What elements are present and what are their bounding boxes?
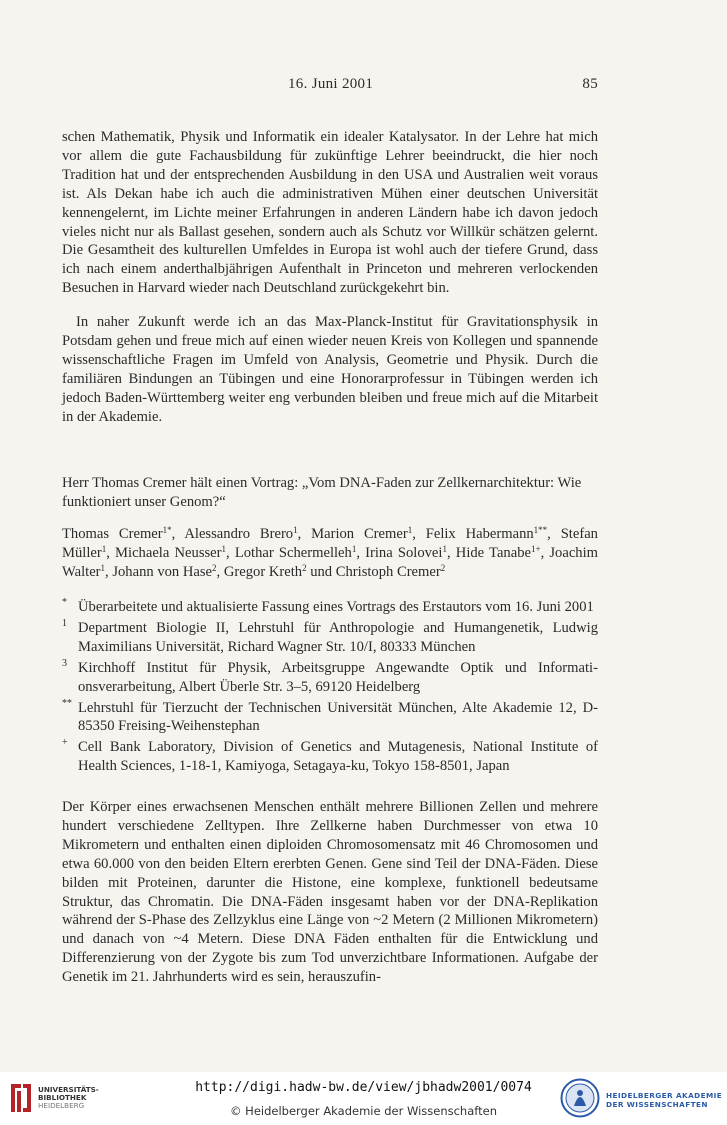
affiliation-note: [62, 598, 598, 617]
author-name: Stefan Müller: [62, 526, 598, 561]
affiliation-note: [62, 659, 598, 697]
academy-logo-line: HEIDELBERGER AKADEMIE: [606, 1091, 723, 1100]
paragraph-3: [62, 798, 598, 987]
paragraph-2: [62, 313, 598, 426]
author-name: Marion Cremer: [311, 526, 408, 542]
author-list-text: Thomas Cremer$^{1*}$, Alessandro Brero$^1$, Marion Cremer$^1$, Felix Habermann$^{1**}$, Stefan Müller$^1$, Michaela Neusser$^1$, Lothar Schermelleh$^1$, Irina Solovei$^1$, Hide Tanabe$^{1+}$, Joachim Walter$^1$, Johann von Hase$^2$, Gregor Kreth$^2$ und Christoph Cremer$^2$: [62, 525, 599, 580]
talk-intro-text: Herr Thomas Cremer hält einen Vortrag: „Vom DNA-Faden zur Zellkernarchitektur: Wie funktioniert unser Genom?“: [62, 475, 582, 510]
author-affiliation-mark: 1: [407, 525, 413, 535]
author-name: Johann von Hase: [112, 563, 213, 580]
author-name: Thomas Cremer: [62, 526, 163, 542]
academy-logo-text: [606, 1091, 722, 1109]
library-logo-line: HEIDELBERG: [38, 1101, 85, 1110]
note-mark: 3: [62, 657, 67, 669]
copyright-notice: © Heidelberger Akademie der Wissenschaften: [230, 1104, 497, 1118]
note-text: Lehrstuhl für Tierzucht der Technischen Universität München, Alte Akademie 12, D-85350 Freising-Weihenstephan: [78, 699, 598, 735]
header-date: 16. Juni 2001: [288, 76, 374, 92]
author-name: Irina Solovei: [365, 544, 443, 561]
academy-logo[interactable]: [560, 1078, 722, 1120]
library-logo-line: UNIVERSITÄTS-: [38, 1085, 99, 1094]
note-mark: **: [62, 697, 72, 709]
note-text: Kirchhoff Institut für Physik, Arbeitsgruppe Angewandte Optik und Informationsverarbeitung, Albert Überle Str. 3–5, 69120 Heidelberg: [78, 659, 598, 695]
author-affiliation-mark: 1**: [533, 525, 548, 535]
author-affiliation-mark: 1: [442, 543, 447, 554]
note-mark: 1: [62, 617, 67, 629]
author-name: Joachim Walter: [62, 544, 599, 580]
author-name: Hide Tanabe: [455, 544, 531, 561]
permalink-url[interactable]: http://digi.hadw-bw.de/view/jbhadw2001/0074: [195, 1080, 532, 1095]
note-mark: +: [62, 737, 68, 749]
author-name: Gregor Kreth: [223, 563, 303, 580]
paragraph-1: [62, 128, 598, 298]
note-text: Department Biologie II, Lehrstuhl für Anthropologie and Humangenetik, Ludwig Maximilians Universität, Richard Wagner Str. 10/I, 80333 München: [78, 619, 598, 655]
author-affiliation-mark: 1: [293, 525, 298, 535]
author-name: Lothar Schermelleh: [234, 544, 352, 561]
running-header: [62, 76, 598, 98]
author-name: Christoph Cremer: [335, 563, 441, 580]
author-affiliation-mark: 2: [212, 562, 217, 573]
author-affiliation-mark: 2: [440, 562, 446, 573]
paragraph-2-text: In naher Zukunft werde ich an das Max-Planck-Institut für Gravitationsphysik in Potsdam gehen und freue mich auf einen wieder neuen Kreis von Kollegen und spannende wissenschaftliche Fragen im Umfeld von Analysis, Geometrie und Physik. Durch die familiären Bindungen an Tübingen und eine Honorarprofessur in Tübingen werden ich jedoch Baden-Württemberg weiter eng verbunden bleiben und freue mich auf die Mitarbeit in der Akademie.: [62, 314, 598, 425]
affiliation-note: [62, 619, 598, 657]
author-affiliation-mark: 1: [221, 543, 227, 554]
author-affiliation-mark: 1: [100, 562, 106, 573]
viewer-footer: [0, 1072, 727, 1125]
library-logo-line: BIBLIOTHEK: [38, 1093, 87, 1102]
author-affiliation-mark: 1: [101, 543, 107, 554]
affiliation-notes: [62, 598, 598, 778]
author-affiliation-mark: 2: [302, 562, 307, 573]
affiliation-note: [62, 699, 598, 737]
author-affiliation-mark: 1*: [162, 525, 172, 535]
author-affiliation-mark: 1+: [530, 543, 541, 554]
page-number: 85: [582, 76, 598, 92]
author-name: Felix Habermann: [425, 526, 534, 542]
note-mark: *: [62, 597, 67, 608]
talk-announcement: [62, 474, 598, 512]
paragraph-3-text: Der Körper eines erwachsenen Menschen enthält mehrere Billionen Zellen und mehrere hundert verschiedene Zelltypen. Ihre Zellkerne haben Durchmesser von etwa 10 Mikrometern und enthalten einen diploiden Chromosomensatz mit 46 Chromosomen und etwa 60.000 von den beiden Eltern ererbten Genen. Gene sind Teil der DNA-Fäden. Diese bilden mit Proteinen, darunter die Histone, eine komplexe, funktionell bedeutsame Struktur, das Chromatin. Die DNA-Fäden insgesamt haben vor der DNA-Replikation während der S-Phase des Zellzyklus eine Länge von ~2 Metern (2 Millionen Mikrometern) und danach von ~4 Metern. Diese DNA Fäden enthalten für die Entwicklung und Differenzierung von der Zygote bis zum Tod unverzichtbare Informationen. Aufgabe der Genetik im 21. Jahrhunderts wird es sein, herauszufin-: [62, 799, 598, 986]
author-name: Michaela Neusser: [115, 544, 222, 561]
author-list: [62, 525, 598, 582]
affiliation-note: [62, 738, 598, 776]
author-affiliation-mark: 1: [351, 543, 357, 554]
paragraph-1-text: schen Mathematik, Physik und Informatik ein idealer Katalysator. In der Lehre hat mich vor allem die gute Fachausbildung für zukünftige Lehrer beeindruckt, die hier noch Tradition hat und der entsprechenden Ausbildung in den USA und Australien weit voraus ist. Als Dekan habe ich auch die administrativen Mühen einer deutschen Universität kennengelernt, im Lichte meiner Erfahrungen in anderen Ländern habe ich davon jedoch vieles nicht nur als Ballast gesehen, sondern auch als Schutz vor Willkür schätzen gelernt. Die Gesamtheit des kulturellen Umfeldes in Europa ist wohl auch der tiefere Grund, dass ich nach einem anderthalbjährigen Aufenthalt in Princeton und mehreren verlockenden Besuchen in Harvard wieder nach Deutschland zurückgekehrt bin.: [62, 129, 598, 297]
academy-logo-line: DER WISSENSCHAFTEN: [606, 1100, 708, 1109]
note-text: Überarbeitete und aktualisierte Fassung eines Vortrags des Erstautors vom 16. Juni 2001: [78, 599, 594, 615]
author-name: Alessandro Brero: [184, 526, 294, 542]
note-text: Cell Bank Laboratory, Division of Genetics and Mutagenesis, National Institute of Health Sciences, 1-18-1, Kamiyoga, Setagaya-ku, Tokyo 158-8501, Japan: [78, 739, 598, 775]
academy-seal-icon: [560, 1078, 600, 1118]
